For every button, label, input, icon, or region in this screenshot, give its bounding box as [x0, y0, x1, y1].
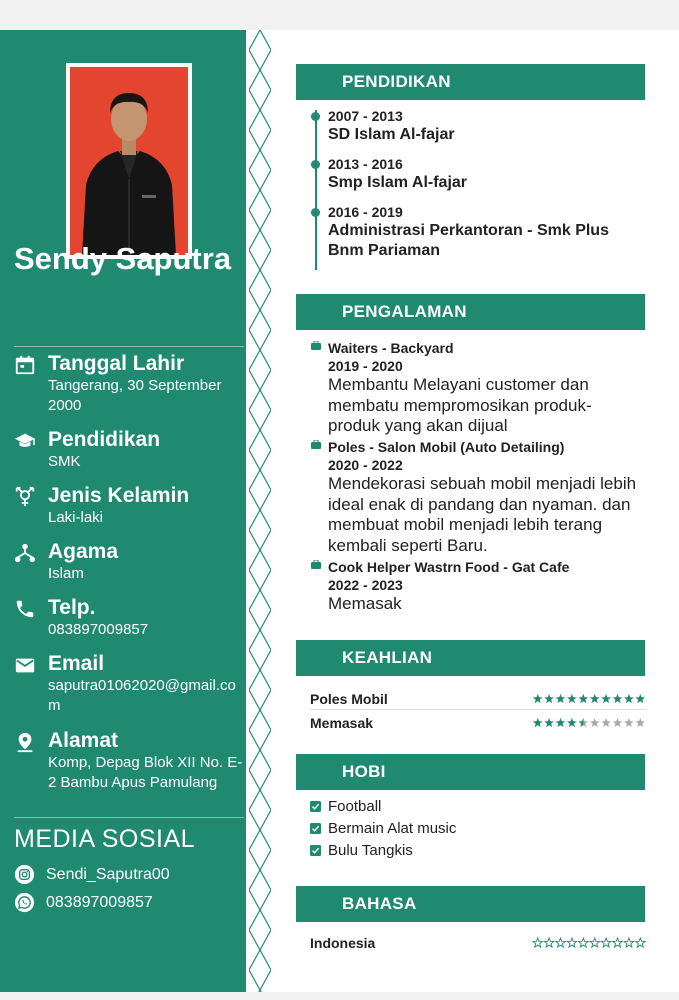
section-header-hobbies: HOBI — [296, 754, 645, 790]
briefcase-icon — [311, 440, 321, 449]
timeline-line — [315, 110, 317, 270]
skill-row — [310, 713, 646, 733]
hobby-label: Bulu Tangkis — [328, 842, 413, 859]
experience-item — [328, 438, 648, 556]
experience-years: 2020 - 2022 — [328, 457, 403, 473]
star-filled-icon — [556, 694, 566, 703]
social-title: MEDIA SOSIAL — [14, 825, 196, 853]
education-years: 2007 - 2013 — [328, 108, 403, 124]
info-education — [14, 428, 246, 472]
phone-value[interactable]: 083897009857 — [48, 621, 149, 638]
education-years: 2016 - 2019 — [328, 204, 403, 220]
hobby-label: Football — [328, 798, 382, 815]
section-header-experience: PENGALAMAN — [296, 294, 645, 330]
info-phone — [14, 596, 246, 640]
birth-value: Tangerang, 30 September 2000 — [48, 377, 222, 414]
social-whatsapp[interactable] — [14, 892, 244, 914]
skill-divider — [310, 709, 646, 710]
info-religion — [14, 540, 246, 584]
hierarchy-icon — [14, 542, 36, 564]
graduation-cap-icon — [14, 430, 36, 452]
profile-photo — [66, 63, 192, 259]
education-item — [328, 108, 648, 145]
timeline-dot — [311, 208, 320, 217]
star-filled-icon — [544, 694, 554, 703]
skill-name: Memasak — [310, 715, 374, 731]
religion-label: Agama — [48, 540, 119, 563]
experience-role: Cook Helper Wastrn Food - Gat Cafe — [328, 559, 570, 575]
language-row — [310, 933, 646, 953]
education-years: 2013 - 2016 — [328, 156, 403, 172]
star-filled-icon — [556, 718, 566, 727]
gender-value: Laki-laki — [48, 509, 104, 526]
education-item — [328, 156, 648, 193]
sidebar-divider — [14, 346, 244, 347]
experience-role: Poles - Salon Mobil (Auto Detailing) — [328, 439, 565, 455]
star-filled-icon — [567, 694, 577, 703]
star-filled-icon — [533, 694, 543, 703]
star-filled-icon — [579, 694, 589, 703]
experience-item — [328, 339, 648, 437]
location-pin-icon — [14, 731, 36, 753]
info-birth — [14, 352, 246, 416]
person-name: Sendy Saputra — [14, 241, 232, 276]
experience-role: Waiters - Backyard — [328, 340, 454, 356]
lattice-decoration — [246, 30, 276, 992]
star-rating-icons — [532, 936, 646, 950]
star-icon — [624, 938, 634, 947]
birth-label: Tanggal Lahir — [48, 352, 185, 375]
star-empty-icon — [636, 718, 646, 727]
resume-page — [0, 30, 679, 992]
experience-years: 2022 - 2023 — [328, 577, 403, 593]
sidebar-divider — [14, 817, 244, 818]
star-icon — [601, 938, 611, 947]
mail-icon — [14, 654, 36, 676]
checkbox-checked-icon — [310, 801, 321, 812]
experience-item — [328, 558, 648, 615]
experience-description: Mendekorasi sebuah mobil menjadi lebih ideal enak di pandang dan nyaman. dan membuat mobil menjadi lebih terang kembali seperti Baru. — [328, 474, 637, 555]
skill-rating — [532, 716, 646, 730]
language-name: Indonesia — [310, 935, 376, 951]
star-rating-icons — [532, 692, 646, 706]
star-filled-icon — [613, 694, 623, 703]
address-value: Komp, Depag Blok XII No. E-2 Bambu Apus Pamulang — [48, 754, 243, 791]
instagram-handle[interactable]: Sendi_Saputra00 — [46, 866, 170, 883]
address-label: Alamat — [48, 729, 119, 752]
whatsapp-icon — [14, 892, 35, 913]
star-empty-icon — [624, 718, 634, 727]
star-icon — [579, 938, 589, 947]
checkbox-checked-icon — [310, 845, 321, 856]
language-rating — [532, 936, 646, 955]
star-empty-icon — [613, 718, 623, 727]
gender-label: Jenis Kelamin — [48, 484, 190, 507]
person-portrait — [70, 67, 188, 255]
experience-description: Membantu Melayani customer dan membatu mempromosikan produk-produk yang akan dijual — [328, 375, 592, 435]
email-value[interactable]: saputra01062020@gmail.com — [48, 677, 236, 714]
skill-row — [310, 689, 646, 709]
section-header-education: PENDIDIKAN — [296, 64, 645, 100]
timeline-dot — [311, 160, 320, 169]
education-school: Smp Islam Al-fajar — [328, 174, 468, 191]
star-rating-icons — [532, 716, 646, 730]
social-instagram[interactable] — [14, 864, 244, 886]
education-label: Pendidikan — [48, 428, 161, 451]
star-filled-icon — [636, 694, 646, 703]
email-label: Email — [48, 652, 105, 675]
star-icon — [556, 938, 566, 947]
skill-rating — [532, 692, 646, 706]
star-icon — [567, 938, 577, 947]
calendar-icon — [14, 354, 36, 376]
section-header-languages: BAHASA — [296, 886, 645, 922]
star-icon — [533, 938, 543, 947]
religion-value: Islam — [48, 565, 84, 582]
checkbox-checked-icon — [310, 823, 321, 834]
star-filled-icon — [567, 718, 577, 727]
skill-name: Poles Mobil — [310, 691, 388, 707]
star-filled-icon — [533, 718, 543, 727]
briefcase-icon — [311, 341, 321, 350]
info-address — [14, 729, 246, 793]
star-filled-icon — [590, 694, 600, 703]
star-filled-icon — [601, 694, 611, 703]
star-empty-icon — [601, 718, 611, 727]
star-empty-icon — [590, 718, 600, 727]
experience-description: Memasak — [328, 594, 402, 613]
hobby-label: Bermain Alat music — [328, 820, 457, 837]
section-header-skills: KEAHLIAN — [296, 640, 645, 676]
info-gender — [14, 484, 246, 528]
briefcase-icon — [311, 560, 321, 569]
star-filled-icon — [544, 718, 554, 727]
sidebar — [0, 30, 246, 992]
star-icon — [544, 938, 554, 947]
timeline-dot — [311, 112, 320, 121]
phone-icon — [14, 598, 36, 620]
instagram-icon — [14, 864, 35, 885]
star-icon — [590, 938, 600, 947]
star-filled-icon — [624, 694, 634, 703]
education-value: SMK — [48, 453, 81, 470]
education-school: SD Islam Al-fajar — [328, 126, 455, 143]
info-email — [14, 652, 246, 716]
whatsapp-number[interactable]: 083897009857 — [46, 894, 153, 911]
star-icon — [613, 938, 623, 947]
education-item — [328, 204, 648, 261]
gender-icon — [14, 486, 36, 508]
education-school: Administrasi Perkantoran - Smk Plus Bnm Pariaman — [328, 222, 609, 259]
star-icon — [636, 938, 646, 947]
experience-years: 2019 - 2020 — [328, 358, 403, 374]
phone-label: Telp. — [48, 596, 96, 619]
